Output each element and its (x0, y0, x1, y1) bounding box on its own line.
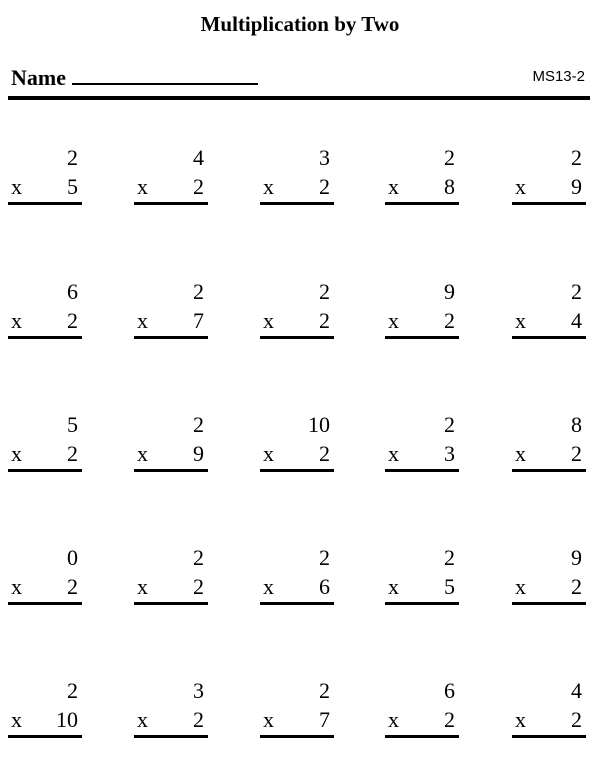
problem-21 (8, 679, 82, 739)
problem-top-number: 2 (193, 279, 204, 304)
answer-line (134, 602, 208, 605)
multiply-sign: x (11, 574, 22, 599)
answer-line (8, 202, 82, 205)
problem-18 (260, 546, 334, 606)
problem-15 (512, 413, 586, 473)
problem-bottom-number: 2 (193, 574, 204, 599)
answer-line (260, 336, 334, 339)
problem-12 (134, 413, 208, 473)
multiply-sign: x (515, 707, 526, 732)
problem-top-number: 2 (67, 145, 78, 170)
problem-bottom-number: 2 (319, 441, 330, 466)
answer-line (8, 336, 82, 339)
problem-bottom-number: 2 (67, 308, 78, 333)
multiply-sign: x (11, 308, 22, 333)
answer-line (385, 602, 459, 605)
multiply-sign: x (263, 574, 274, 599)
multiply-sign: x (388, 174, 399, 199)
answer-line (8, 469, 82, 472)
problem-top-number: 2 (319, 279, 330, 304)
problem-1 (8, 146, 82, 206)
problem-bottom-number: 2 (571, 707, 582, 732)
problem-top-number: 2 (67, 678, 78, 703)
answer-line (385, 469, 459, 472)
problem-top-number: 9 (444, 279, 455, 304)
problem-top-number: 6 (67, 279, 78, 304)
problem-top-number: 3 (193, 678, 204, 703)
problem-6 (8, 280, 82, 340)
problem-19 (385, 546, 459, 606)
problem-top-number: 2 (319, 545, 330, 570)
multiply-sign: x (11, 174, 22, 199)
problem-bottom-number: 9 (571, 174, 582, 199)
name-label: Name (11, 65, 66, 90)
problem-top-number: 5 (67, 412, 78, 437)
problem-top-number: 2 (319, 678, 330, 703)
problem-bottom-number: 7 (319, 707, 330, 732)
answer-line (512, 202, 586, 205)
problem-top-number: 2 (193, 412, 204, 437)
problem-bottom-number: 2 (571, 574, 582, 599)
answer-line (512, 602, 586, 605)
multiply-sign: x (388, 707, 399, 732)
answer-line (134, 202, 208, 205)
multiply-sign: x (137, 707, 148, 732)
answer-line (134, 469, 208, 472)
multiply-sign: x (388, 308, 399, 333)
multiply-sign: x (137, 441, 148, 466)
problem-top-number: 2 (444, 545, 455, 570)
problem-bottom-number: 2 (193, 707, 204, 732)
answer-line (512, 735, 586, 738)
problem-top-number: 2 (571, 279, 582, 304)
problem-25 (512, 679, 586, 739)
problem-bottom-number: 7 (193, 308, 204, 333)
problem-14 (385, 413, 459, 473)
problem-8 (260, 280, 334, 340)
problem-top-number: 2 (444, 145, 455, 170)
problem-bottom-number: 10 (56, 707, 78, 732)
answer-line (512, 469, 586, 472)
worksheet-code: MS13-2 (532, 68, 585, 85)
problem-top-number: 2 (193, 545, 204, 570)
problem-24 (385, 679, 459, 739)
problem-bottom-number: 2 (193, 174, 204, 199)
answer-line (385, 202, 459, 205)
multiply-sign: x (263, 441, 274, 466)
problem-top-number: 10 (308, 412, 330, 437)
problem-top-number: 8 (571, 412, 582, 437)
multiply-sign: x (137, 308, 148, 333)
answer-line (260, 602, 334, 605)
problem-bottom-number: 8 (444, 174, 455, 199)
problem-top-number: 2 (571, 145, 582, 170)
answer-line (8, 602, 82, 605)
problem-top-number: 4 (193, 145, 204, 170)
problem-bottom-number: 4 (571, 308, 582, 333)
problem-bottom-number: 2 (444, 707, 455, 732)
problem-4 (385, 146, 459, 206)
problem-11 (8, 413, 82, 473)
multiply-sign: x (263, 707, 274, 732)
problem-13 (260, 413, 334, 473)
problem-top-number: 4 (571, 678, 582, 703)
problem-top-number: 9 (571, 545, 582, 570)
answer-line (134, 336, 208, 339)
answer-line (260, 469, 334, 472)
problem-23 (260, 679, 334, 739)
problem-bottom-number: 2 (319, 308, 330, 333)
multiply-sign: x (388, 574, 399, 599)
name-field (11, 65, 258, 91)
header-rule (8, 96, 590, 100)
answer-line (512, 336, 586, 339)
problem-17 (134, 546, 208, 606)
answer-line (385, 336, 459, 339)
problem-bottom-number: 6 (319, 574, 330, 599)
problem-bottom-number: 5 (444, 574, 455, 599)
problem-top-number: 0 (67, 545, 78, 570)
problem-22 (134, 679, 208, 739)
problem-5 (512, 146, 586, 206)
multiply-sign: x (11, 707, 22, 732)
answer-line (260, 202, 334, 205)
answer-line (134, 735, 208, 738)
problem-bottom-number: 2 (67, 441, 78, 466)
problem-top-number: 2 (444, 412, 455, 437)
answer-line (8, 735, 82, 738)
problem-3 (260, 146, 334, 206)
multiply-sign: x (11, 441, 22, 466)
problem-bottom-number: 2 (571, 441, 582, 466)
answer-line (385, 735, 459, 738)
multiply-sign: x (515, 574, 526, 599)
multiply-sign: x (515, 441, 526, 466)
problem-bottom-number: 5 (67, 174, 78, 199)
problem-bottom-number: 2 (444, 308, 455, 333)
worksheet-title: Multiplication by Two (200, 12, 400, 36)
problem-bottom-number: 2 (67, 574, 78, 599)
multiply-sign: x (263, 308, 274, 333)
problem-bottom-number: 2 (319, 174, 330, 199)
name-blank-line (72, 65, 258, 85)
answer-line (260, 735, 334, 738)
problem-bottom-number: 3 (444, 441, 455, 466)
problem-20 (512, 546, 586, 606)
problem-top-number: 6 (444, 678, 455, 703)
problem-top-number: 3 (319, 145, 330, 170)
multiply-sign: x (388, 441, 399, 466)
multiply-sign: x (515, 174, 526, 199)
multiply-sign: x (137, 574, 148, 599)
problem-7 (134, 280, 208, 340)
problem-bottom-number: 9 (193, 441, 204, 466)
problem-10 (512, 280, 586, 340)
multiply-sign: x (515, 308, 526, 333)
multiply-sign: x (263, 174, 274, 199)
problem-2 (134, 146, 208, 206)
problem-16 (8, 546, 82, 606)
multiply-sign: x (137, 174, 148, 199)
problem-9 (385, 280, 459, 340)
